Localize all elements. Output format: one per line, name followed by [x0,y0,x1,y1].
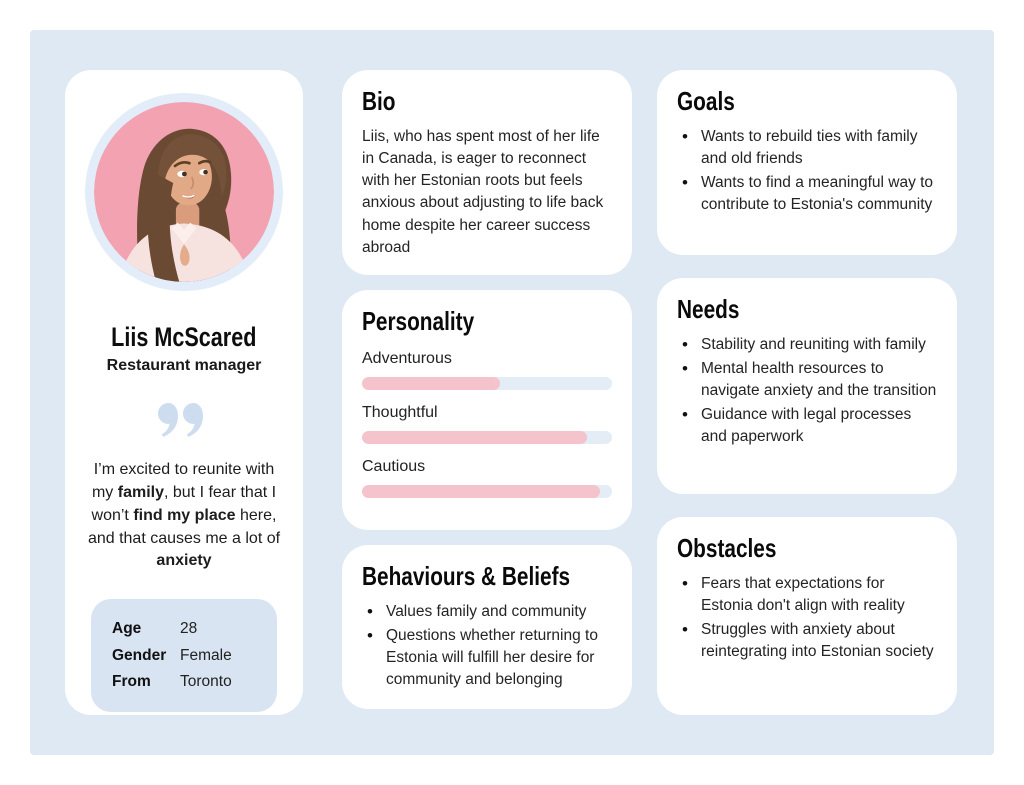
avatar [85,93,283,291]
trait-bar-fill [362,377,500,390]
obstacles-list [677,573,937,663]
needs-card [657,278,957,494]
obstacles-title: Obstacles [677,533,777,563]
list-item: • Fears that expectations for Estonia don't align with reality [682,573,937,617]
behaviours-card [342,545,632,709]
trait-label: Cautious [362,458,426,475]
bio-title: Bio [362,86,396,116]
trait-adventurous [362,350,612,390]
goals-list [677,126,937,216]
detail-label: Gender [112,646,167,664]
persona-quote: I’m excited to reunite with my family, but I fear that I won’t find my place here, and that causes me a lot of anxiety [87,461,281,570]
detail-label: From [112,673,151,691]
list-item: • Struggles with anxiety about reintegrating into Estonian society [682,619,937,663]
behaviours-list [362,601,612,691]
detail-value: 28 [180,620,198,638]
goals-card [657,70,957,255]
trait-thoughtful [362,404,612,444]
trait-label: Thoughtful [362,404,438,421]
trait-bar-track [362,431,612,444]
woman-portrait-illustration [94,102,274,282]
quotation-marks-icon [85,403,283,437]
trait-label: Adventurous [362,350,452,367]
demographics-box [91,599,277,713]
detail-row-age [112,616,277,643]
persona-role: Restaurant manager [106,357,262,375]
list-item: • Wants to rebuild ties with family and old friends [682,126,937,170]
trait-bar-fill [362,485,600,498]
trait-bar-track [362,377,612,390]
obstacles-card [657,517,957,715]
list-item: • Guidance with legal processes and paperwork [682,404,937,448]
needs-list [677,334,937,448]
goals-title: Goals [677,86,735,116]
needs-title: Needs [677,294,740,324]
trait-bar-fill [362,431,587,444]
detail-label: Age [112,620,142,638]
personality-title: Personality [362,306,475,336]
detail-row-gender [112,642,277,669]
persona-panel [30,30,994,755]
list-item: • Stability and reuniting with family [682,334,937,356]
list-item: • Questions whether returning to Estonia will fulfill her desire for community and belonging [367,625,612,691]
behaviours-title: Behaviours & Beliefs [362,561,571,591]
detail-row-from [112,669,277,696]
profile-card [65,70,303,715]
detail-value: Toronto [180,673,232,691]
list-item: • Values family and community [367,601,612,623]
persona-name: Liis McScared [111,322,257,352]
list-item: • Wants to find a meaningful way to contribute to Estonia's community [682,172,937,216]
detail-value: Female [180,646,232,664]
trait-bar-track [362,485,612,498]
personality-card [342,290,632,530]
list-item: • Mental health resources to navigate anxiety and the transition [682,358,937,402]
bio-card [342,70,632,275]
trait-cautious [362,458,612,498]
right-column [657,70,957,715]
middle-column [342,70,632,715]
bio-text: Liis, who has spent most of her life in Canada, is eager to reconnect with her Estonian roots but feels anxious about adjusting to life back home despite her career success abroad [362,128,604,256]
